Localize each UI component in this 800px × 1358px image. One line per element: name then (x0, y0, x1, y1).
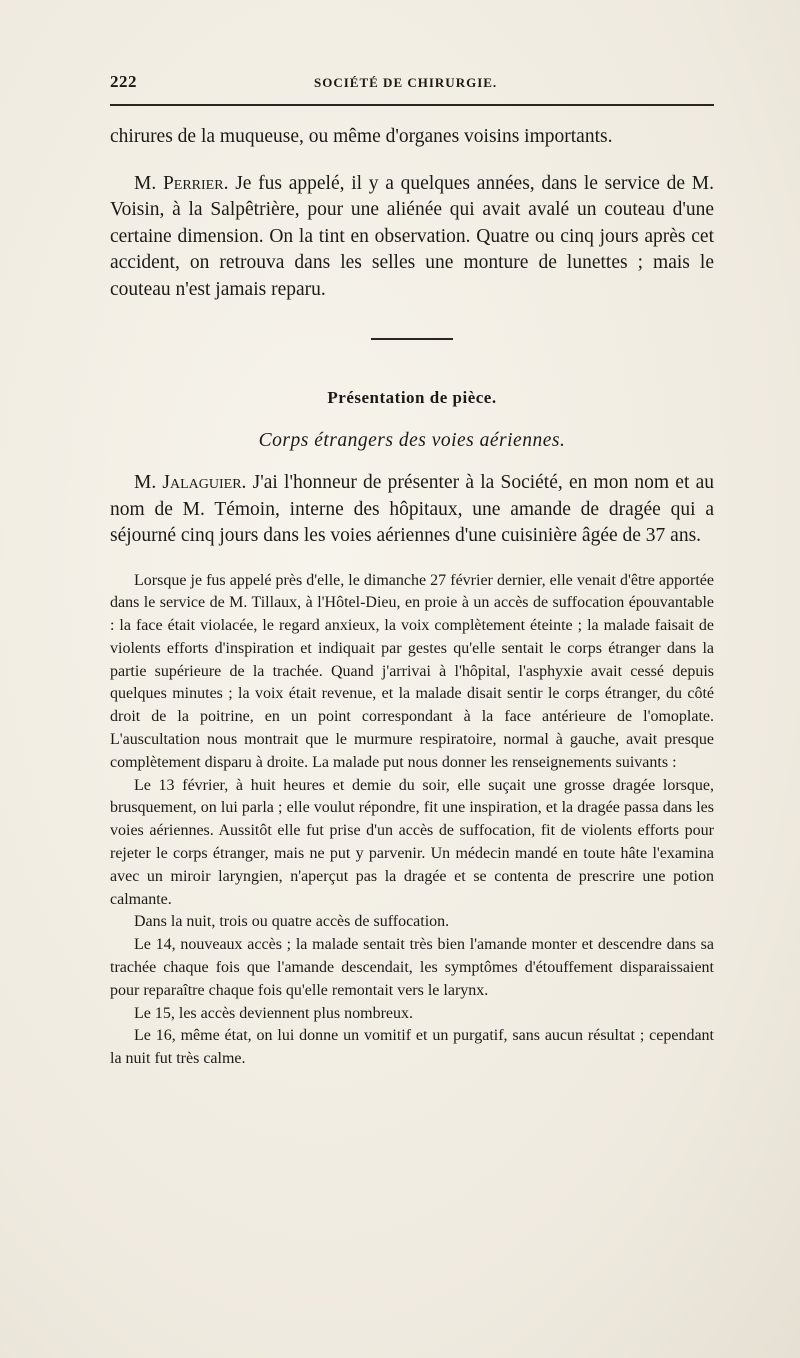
continuation-paragraph: chirures de la muqueuse, ou même d'organes voisins importants. (110, 126, 613, 147)
case-report (110, 570, 714, 1072)
report-paragraph: Le 14, nouveaux accès ; la malade sentait très bien l'amande monter et descendre dans sa trachée chaque fois que l'amande descendait, les symptômes d'étouffement disparaissaient pour reparaître chaque fois qu'elle remontait vers le larynx. (110, 936, 714, 999)
header-rule (110, 104, 714, 106)
jalaguier-paragraph (110, 470, 714, 550)
jalaguier-text: J'ai l'honneur de présenter à la Société, en mon nom et au nom de M. Témoin, interne des hôpitaux, une amande de dragée qui a séjourné cinq jours dans les voies aériennes d'une cuisinière âgée de 37 ans. (110, 472, 714, 546)
report-paragraph: Le 15, les accès deviennent plus nombreux. (134, 1004, 414, 1022)
section-subtitle: Corps étrangers des voies aériennes. (258, 430, 566, 451)
speaker-name-perrier: M. Perrier. (134, 172, 229, 194)
page-header (110, 72, 714, 100)
report-paragraph: Le 13 février, à huit heures et demie du soir, elle suçait une grosse dragée lorsque, brusquement, on lui parla ; elle voulut répondre, fit une inspiration, et la dragée passa dans les voies aériennes. Aussitôt elle fut prise d'un accès de suffocation, fit de violents efforts pour rejeter le corps étranger, mais ne put y parvenir. Un médecin mandé en toute hâte l'examina avec un miroir laryngien, n'aperçut pas la dragée et se contenta de prescrire une potion calmante. (110, 776, 714, 908)
section-separator (371, 338, 453, 340)
report-paragraph: Lorsque je fus appelé près d'elle, le dimanche 27 février dernier, elle venait d'être apportée dans le service de M. Tillaux, à l'Hôtel-Dieu, en proie à un accès de suffocation épouvantable : la face était violacée, le regard anxieux, la voix complètement éteinte ; la malade faisait de violents efforts d'inspiration et indiquait par gestes qu'elle sentait le corps étranger dans la partie supérieure de la trachée. Quand j'arrivai à l'hôpital, l'asphyxie avait cessé depuis quelques minutes ; la voix était revenue, et la malade disait sentir le corps étranger, du côté droit de la poitrine, en un point correspondant à la face antérieure de l'omoplate. L'auscultation nous montrait que le murmure respiratoire, normal à gauche, avait presque complètement disparu à droite. La malade put nous donner les renseignements suivants : (110, 571, 714, 771)
report-paragraph: Dans la nuit, trois ou quatre accès de suffocation. (134, 913, 450, 931)
running-title: SOCIÉTÉ DE CHIRURGIE. (314, 75, 498, 90)
page-number: 222 (110, 72, 137, 91)
section-title: Présentation de pièce. (327, 388, 497, 407)
speaker-name-jalaguier: M. Jalaguier. (134, 472, 247, 493)
perrier-text: Je fus appelé, il y a quelques années, dans le service de M. Voisin, à la Salpêtrière, pour une aliénée qui avait avalé un couteau d'une certaine dimension. On la tint en observation. Quatre ou cinq jours après cet accident, on retrouva dans les selles une monture de lunettes ; mais le couteau n'est jamais reparu. (110, 172, 714, 300)
report-paragraph: Le 16, même état, on lui donne un vomitif et un purgatif, sans aucun résultat ; cependant la nuit fut très calme. (110, 1027, 714, 1068)
perrier-paragraph (110, 171, 714, 304)
